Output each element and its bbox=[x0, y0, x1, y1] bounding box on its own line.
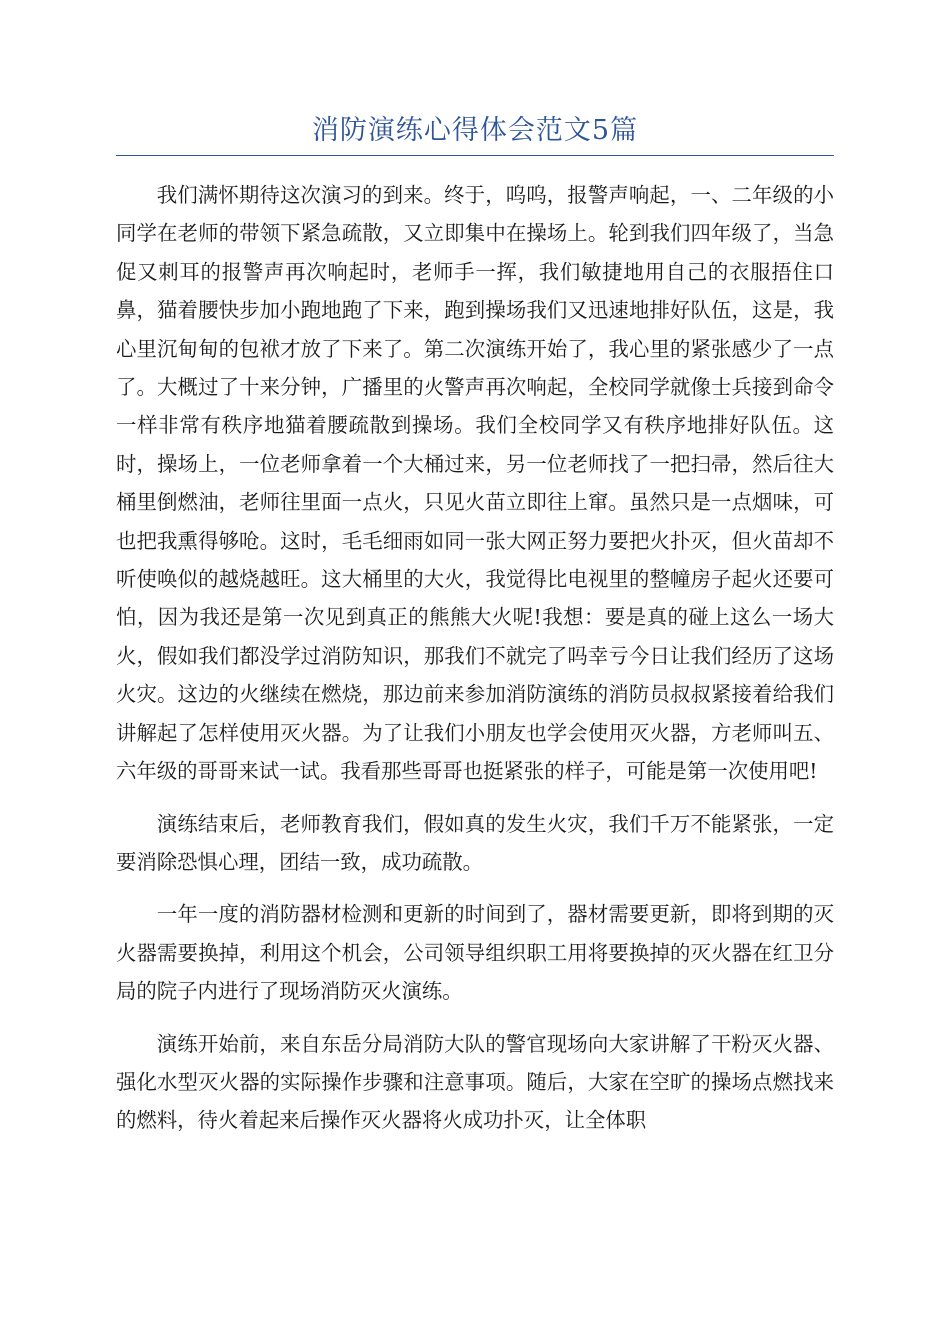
paragraph-1: 我们满怀期待这次演习的到来。终于，呜呜，报警声响起，一、二年级的小同学在老师的带领下紧急疏散，又立即集中在操场上。轮到我们四年级了，当急促又刺耳的报警声再次响起时，老师手一挥，我们敏捷地用自己的衣服捂住口鼻，猫着腰快步加小跑地跑了下来，跑到操场我们又迅速地排好队伍，这是，我心里沉甸甸的包袱才放了下来了。第二次演练开始了，我心里的紧张感少了一点了。大概过了十来分钟，广播里的火警声再次响起，全校同学就像士兵接到命令一样非常有秩序地猫着腰疏散到操场。我们全校同学又有秩序地排好队伍。这时，操场上，一位老师拿着一个大桶过来，另一位老师找了一把扫帚，然后往大桶里倒燃油，老师往里面一点火，只见火苗立即往上窜。虽然只是一点烟味，可也把我熏得够呛。这时，毛毛细雨如同一张大网正努力要把火扑灭，但火苗却不听使唤似的越烧越旺。这大桶里的大火，我觉得比电视里的整幢房子起火还要可怕，因为我还是第一次见到真正的熊熊大火呢!我想：要是真的碰上这么一场大火，假如我们都没学过消防知识，那我们不就完了吗幸亏今日让我们经历了这场火灾。这边的火继续在燃烧，那边前来参加消防演练的消防员叔叔紧接着给我们讲解起了怎样使用灭火器。为了让我们小朋友也学会使用灭火器，方老师叫五、六年级的哥哥来试一试。我看那些哥哥也挺紧张的样子，可能是第一次使用吧! bbox=[116, 183, 834, 784]
paragraph-4: 演练开始前，来自东岳分局消防大队的警官现场向大家讲解了干粉灭火器、强化水型灭火器的实际操作步骤和注意事项。随后，大家在空旷的操场点燃找来的燃料，待火着起来后操作灭火器将火成功扑灭，让全体职 bbox=[116, 1031, 834, 1133]
document-title: 消防演练心得体会范文5篇 bbox=[311, 115, 639, 146]
document-body bbox=[116, 176, 834, 1154]
title-underline bbox=[116, 155, 834, 156]
paragraph-3: 一年一度的消防器材检测和更新的时间到了，器材需要更新，即将到期的灭火器需要换掉，利用这个机会，公司领导组织职工用将要换掉的灭火器在红卫分局的院子内进行了现场消防灭火演练。 bbox=[116, 902, 834, 1004]
paragraph-2: 演练结束后，老师教育我们，假如真的发生火灾，我们千万不能紧张，一定要消除恐惧心理，团结一致，成功疏散。 bbox=[116, 811, 834, 874]
